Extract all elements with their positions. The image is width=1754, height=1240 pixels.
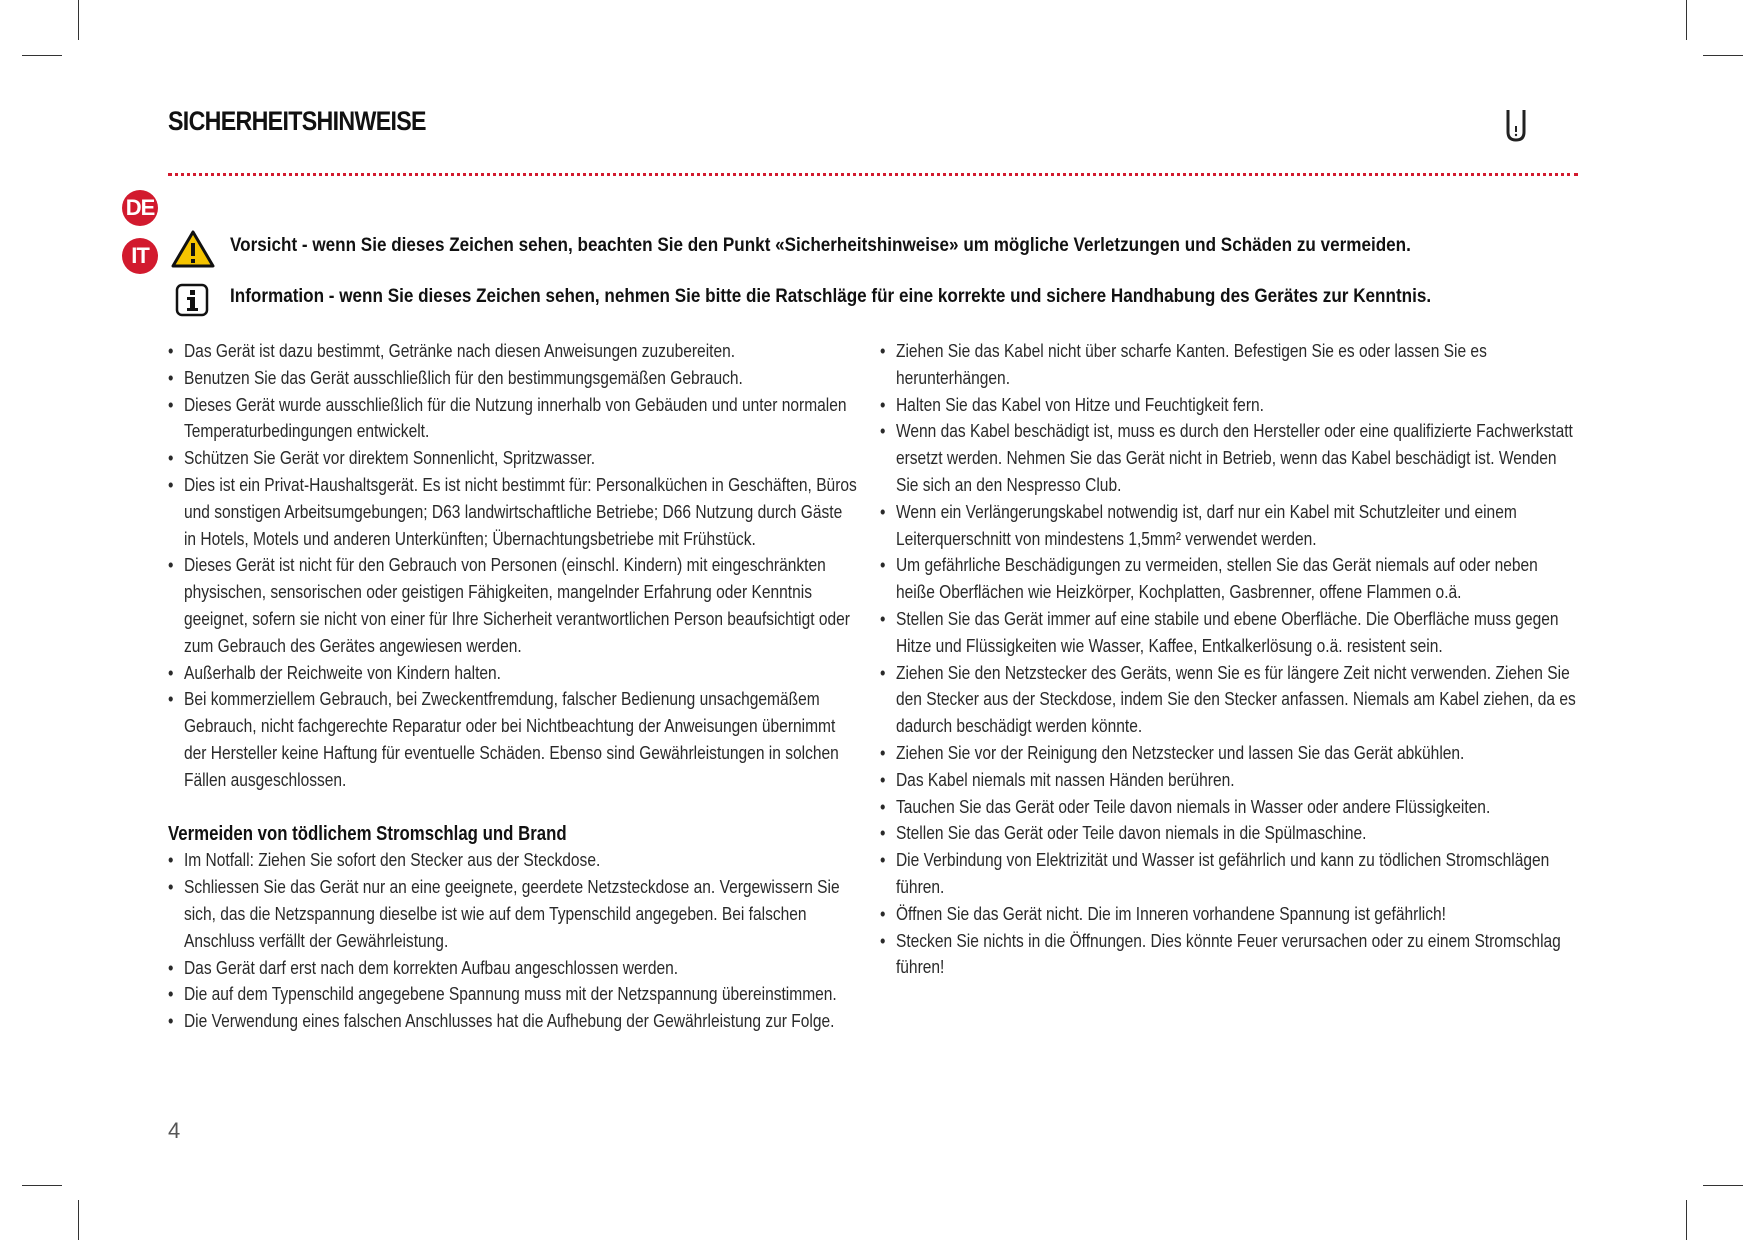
list-item: • Um gefährliche Beschädigungen zu vermeiden, stellen Sie das Gerät niemals auf oder neben heiße Oberflächen wie Heizkörper, Kochplatten, Gasbrenner, offene Flammen o.ä. — [880, 552, 1580, 606]
list-item: • Dieses Gerät wurde ausschließlich für die Nutzung innerhalb von Gebäuden und unter normalen Temperaturbedingungen entwickelt. — [168, 392, 858, 446]
list-item: • Halten Sie das Kabel von Hitze und Feuchtigkeit fern. — [880, 392, 1580, 419]
electrical-safety-list — [168, 847, 858, 1035]
list-item: • Ziehen Sie den Netzstecker des Geräts, wenn Sie es für längere Zeit nicht verwenden. Ziehen Sie den Stecker aus der Steckdose, indem Sie den Stecker anfassen. Niemals am Kabel ziehen, da es dadurch beschädigt werden könnte. — [880, 660, 1580, 740]
list-item: • Schliessen Sie das Gerät nur an eine geeignete, geerdete Netzsteckdose an. Vergewissern Sie sich, das die Netzspannung dieselbe ist wie auf dem Typenschild angegeben. Bei falschen Anschluss verfällt der Gewährleistung. — [168, 874, 858, 954]
crop-mark — [1703, 55, 1743, 56]
list-item: • Die Verbindung von Elektrizität und Wasser ist gefährlich und kann zu tödlichen Stromschlägen führen. — [880, 847, 1580, 901]
list-item: • Wenn ein Verlängerungskabel notwendig ist, darf nur ein Kabel mit Schutzleiter und einem Leiterquerschnitt von mindestens 1,5mm² verwendet werden. — [880, 499, 1580, 553]
list-item: • Wenn das Kabel beschädigt ist, muss es durch den Hersteller oder eine qualifizierte Fachwerkstatt ersetzt werden. Nehmen Sie das Gerät nicht in Betrieb, wenn das Kabel beschädigt ist. Wenden Sie sich an den Nespresso Club. — [880, 418, 1580, 498]
list-item: • Bei kommerziellem Gebrauch, bei Zweckentfremdung, falscher Bedienung unsachgemäßem Gebrauch, nicht fachgerechte Reparatur oder bei Nichtbeachtung der Anweisungen übernimmt der Hersteller keine Haftung für eventuelle Schäden. Ebenso sind Gewährleistungen in solchen Fällen ausgeschlossen. — [168, 686, 858, 793]
list-item: • Das Gerät darf erst nach dem korrekten Aufbau angeschlossen werden. — [168, 955, 858, 982]
list-item: • Tauchen Sie das Gerät oder Teile davon niemals in Wasser oder andere Flüssigkeiten. — [880, 794, 1580, 821]
header-divider — [168, 173, 1578, 176]
page-title: SICHERHEITSHINWEISE — [168, 106, 426, 136]
list-item: • Außerhalb der Reichweite von Kindern halten. — [168, 660, 858, 687]
page-number: 4 — [168, 1118, 181, 1143]
info-icon — [175, 283, 209, 317]
crop-mark — [1686, 1200, 1687, 1240]
list-item: • Die auf dem Typenschild angegebene Spannung muss mit der Netzspannung übereinstimmen. — [168, 981, 858, 1008]
right-column — [880, 338, 1580, 981]
language-badge-it: IT — [122, 238, 158, 274]
general-safety-list — [168, 338, 858, 794]
crop-mark — [78, 0, 79, 40]
list-item: • Öffnen Sie das Gerät nicht. Die im Inneren vorhandene Spannung ist gefährlich! — [880, 901, 1580, 928]
caution-notice: Vorsicht - wenn Sie dieses Zeichen sehen, beachten Sie den Punkt «Sicherheitshinweise» um mögliche Verletzungen und Schäden zu vermeiden. — [230, 235, 1411, 256]
list-item: • Im Notfall: Ziehen Sie sofort den Stecker aus der Steckdose. — [168, 847, 858, 874]
language-badge-de: DE — [122, 190, 158, 226]
crop-mark — [1703, 1185, 1743, 1186]
warning-triangle-icon — [170, 229, 216, 269]
list-item: • Ziehen Sie vor der Reinigung den Netzstecker und lassen Sie das Gerät abkühlen. — [880, 740, 1580, 767]
list-item: • Das Kabel niemals mit nassen Händen berühren. — [880, 767, 1580, 794]
handheld-frother-icon — [1505, 108, 1527, 142]
crop-mark — [1686, 0, 1687, 40]
list-item: • Die Verwendung eines falschen Anschlusses hat die Aufhebung der Gewährleistung zur Folge. — [168, 1008, 858, 1035]
list-item: • Dies ist ein Privat-Haushaltsgerät. Es ist nicht bestimmt für: Personalküchen in Geschäften, Büros und sonstigen Arbeitsumgebungen; D63 landwirtschaftliche Betriebe; D66 Nutzung durch Gäste in Hotels, Motels und anderen Unterkünften; Übernachtungsbetriebe mit Frühstück. — [168, 472, 858, 552]
section-heading: Vermeiden von tödlichem Stromschlag und Brand — [168, 822, 567, 845]
list-item: • Dieses Gerät ist nicht für den Gebrauch von Personen (einschl. Kindern) mit eingeschränkten physischen, sensorischen oder geistigen Fähigkeiten, mangelnder Erfahrung oder Kenntnis geeignet, sofern sie nicht von einer für Ihre Sicherheit verantwortlichen Person beaufsichtigt oder zum Gebrauch des Gerätes angewiesen werden. — [168, 552, 858, 659]
list-item: • Ziehen Sie das Kabel nicht über scharfe Kanten. Befestigen Sie es oder lassen Sie es herunterhängen. — [880, 338, 1580, 392]
list-item: • Benutzen Sie das Gerät ausschließlich für den bestimmungsgemäßen Gebrauch. — [168, 365, 858, 392]
list-item: • Schützen Sie Gerät vor direktem Sonnenlicht, Spritzwasser. — [168, 445, 858, 472]
list-item: • Stellen Sie das Gerät immer auf eine stabile und ebene Oberfläche. Die Oberfläche muss gegen Hitze und Flüssigkeiten wie Wasser, Kaffee, Entkalkerlösung o.ä. resistent sein. — [880, 606, 1580, 660]
crop-mark — [78, 1200, 79, 1240]
left-column — [168, 338, 858, 1035]
list-item: • Stellen Sie das Gerät oder Teile davon niemals in die Spülmaschine. — [880, 820, 1580, 847]
cable-safety-list — [880, 338, 1580, 981]
list-item: • Stecken Sie nichts in die Öffnungen. Dies könnte Feuer verursachen oder zu einem Stromschlag führen! — [880, 928, 1580, 982]
list-item: • Das Gerät ist dazu bestimmt, Getränke nach diesen Anweisungen zuzubereiten. — [168, 338, 858, 365]
information-notice: Information - wenn Sie dieses Zeichen sehen, nehmen Sie bitte die Ratschläge für eine korrekte und sichere Handhabung des Gerätes zur Kenntnis. — [230, 286, 1432, 307]
crop-mark — [22, 1185, 62, 1186]
crop-mark — [22, 55, 62, 56]
